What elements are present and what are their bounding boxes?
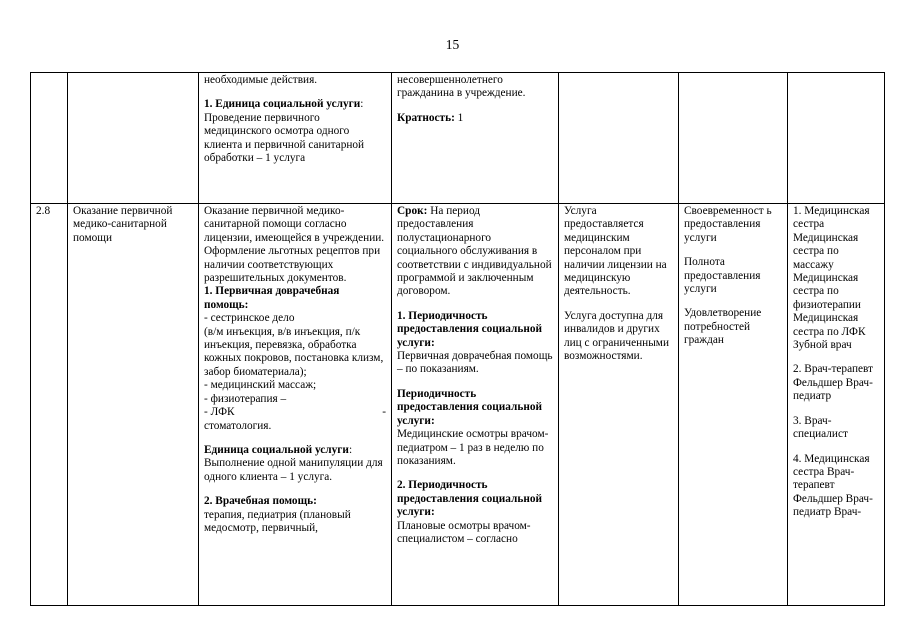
cell-terms [392, 204, 559, 606]
unit-heading-colon: : [348, 443, 353, 456]
frequency-heading-2: Периодичность предоставления социальной услуги: [397, 387, 543, 427]
cell-service-name: Оказание первичной медико-санитарной помощи [68, 204, 199, 606]
lfk-label: - ЛФК [204, 406, 235, 419]
term-line [397, 205, 553, 299]
content-intro: необходимые действия. [204, 74, 318, 86]
cell-name-empty [68, 73, 199, 204]
frequency-text-1: Первичная доврачебная помощь – по показаниям. [397, 350, 553, 376]
frequency-value: 1 [454, 111, 464, 124]
terms-text: несовершеннолетнего гражданина в учреждение. [397, 74, 526, 100]
unit-heading [204, 98, 386, 111]
cell-indicators [679, 204, 788, 606]
list-item: - сестринское дело [204, 312, 295, 325]
list-item: - физиотерапия – [204, 392, 287, 405]
term-label: Срок: [397, 205, 428, 217]
frequency-text-2: Медицинские осмотры врачом-педиатром – 1 раз в неделю по показаниям. [397, 428, 549, 467]
unit-text: Выполнение одной манипуляции для одного клиента – 1 услуга. [204, 457, 383, 483]
staff-group-1: 1. Медицинская сестра Медицинская сестра по массажу Медицинская сестра по физиотерапии Медицинская сестра по ЛФК Зубной врач [793, 205, 870, 352]
indicator-2: Полнота предоставления услуги [684, 256, 761, 296]
cell-indicators-empty [679, 73, 788, 204]
unit-heading-colon: : [360, 98, 364, 111]
unit-heading-label: Единица социальной услуги [204, 443, 349, 456]
frequency-text-3: Плановые осмотры врачом-специалистом – согласно [397, 519, 531, 545]
cell-staff [788, 204, 885, 606]
table-row-2-8 [31, 204, 885, 606]
staff-group-4: 4. Медицинская сестра Врач-терапевт Фельдшер Врач-педиатр Врач- [793, 452, 873, 519]
frequency-heading-1: 1. Периодичность предоставления социальной услуги: [397, 309, 543, 349]
cell-conditions-empty [559, 73, 679, 204]
lfk-dash: - [382, 406, 386, 419]
cell-conditions [559, 204, 679, 606]
indicator-1: Своевременност ь предоставления услуги [684, 205, 772, 244]
prehospital-heading: 1. Первичная доврачебная помощь: [204, 285, 340, 311]
frequency-label: Кратность: [397, 111, 455, 124]
table-row-continued [31, 73, 885, 204]
condition-text-2: Услуга доступна для инвалидов и других лиц с ограниченными возможностями. [564, 309, 669, 363]
unit-heading-label: 1. Единица социальной услуги [204, 98, 361, 111]
cell-terms-continued [392, 73, 559, 204]
unit-heading [204, 444, 386, 457]
medical-care-heading: 2. Врачебная помощь: [204, 495, 317, 508]
cell-staff-empty [788, 73, 885, 204]
services-table [30, 72, 885, 606]
staff-group-3: 3. Врач-специалист [793, 414, 848, 441]
cell-number-empty [31, 73, 68, 204]
content-intro: Оказание первичной медико-санитарной помощи согласно лицензии, имеющейся в учреждении. Оформление льготных рецептов при наличии соответствующих разрешительных документов. [204, 205, 385, 285]
list-item: (в/м инъекция, в/в инъекция, п/к инъекция, перевязка, обработка кожных покровов, постановка клизм, забор биоматериала); [204, 325, 384, 378]
frequency-line [397, 112, 553, 125]
term-text: На период предоставления полустационарного социального обслуживания в соответствии с индивидуальной программой и заключенным договором. [397, 205, 552, 298]
staff-group-2: 2. Врач-терапевт Фельдшер Врач-педиатр [793, 363, 873, 403]
list-item: стоматология. [204, 419, 272, 432]
condition-text-1: Услуга предоставляется медицинским персоналом при наличии лицензии на медицинскую деятельность. [564, 205, 667, 298]
indicator-3: Удовлетворение потребностей граждан [684, 307, 762, 347]
list-item: - медицинский массаж; [204, 379, 317, 392]
unit-text: Проведение первичного медицинского осмотра одного клиента и первичной санитарной обработки – 1 услуга [204, 111, 365, 165]
frequency-heading-3: 2. Периодичность предоставления социальной услуги: [397, 479, 543, 519]
cell-service-content [199, 204, 392, 606]
list-item-lfk [204, 406, 386, 419]
medical-care-text: терапия, педиатрия (плановый медосмотр, первичный, [204, 508, 351, 534]
cell-number: 2.8 [31, 204, 68, 606]
cell-content-continued [199, 73, 392, 204]
page-number: 15 [445, 37, 460, 52]
